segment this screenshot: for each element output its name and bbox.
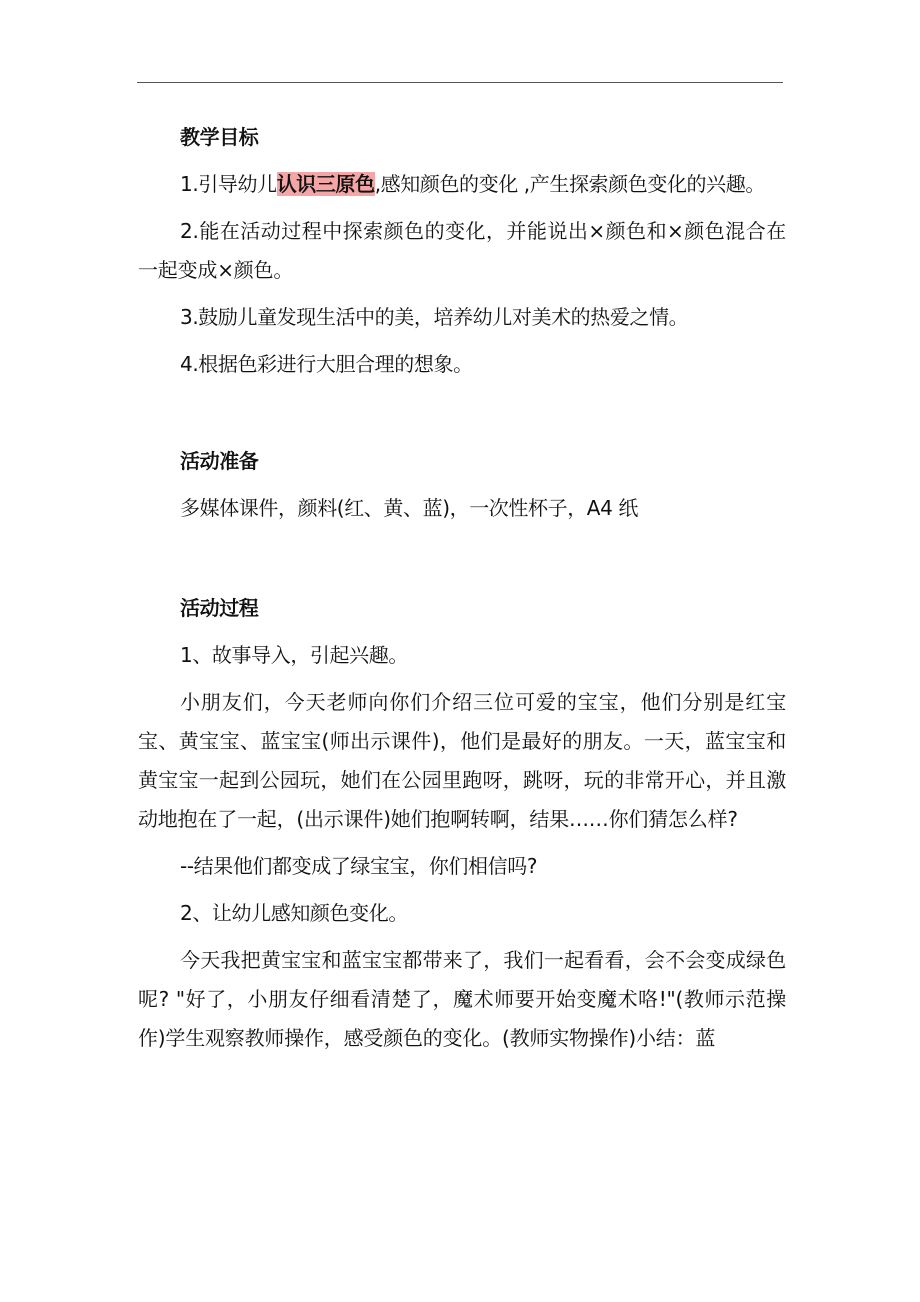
section-spacer — [138, 536, 786, 589]
heading-teaching-goals: 教学目标 — [180, 125, 259, 149]
header-rule — [137, 82, 783, 83]
goal-item-1 — [138, 165, 786, 204]
goal-item-3: 3.鼓励儿童发现生活中的美，培养幼儿对美术的热爱之情。 — [180, 305, 689, 329]
goal-item-1-suffix: ,感知颜色的变化 ,产生探索颜色变化的兴趣。 — [374, 172, 765, 196]
process-step-2: 2、让幼儿感知颜色变化。 — [180, 901, 408, 925]
goal-item-1-highlight: 认识三原色 — [276, 172, 375, 196]
goal-item-2: 2.能在活动过程中探索颜色的变化，并能说出×颜色和×颜色混合在一起变成×颜色。 — [138, 219, 786, 282]
process-step-1: 1、故事导入，引起兴趣。 — [180, 643, 408, 667]
section-spacer — [138, 392, 786, 442]
goal-item-1-prefix: 1.引导幼儿 — [180, 172, 277, 196]
heading-activity-process: 活动过程 — [180, 596, 259, 620]
document-body — [138, 118, 786, 1066]
process-story: 小朋友们，今天老师向你们介绍三位可爱的宝宝，他们分别是红宝宝、黄宝宝、蓝宝宝(师出示课件)，他们是最好的朋友。一天，蓝宝宝和黄宝宝一起到公园玩，她们在公园里跑呀，跳呀，玩的非常开心，并且激动地抱在了一起，(出示课件)她们抱啊转啊，结果……你们猜怎么样? — [138, 690, 786, 831]
prep-materials: 多媒体课件，颜料(红、黄、蓝)，一次性杯子，A4 纸 — [180, 496, 638, 520]
heading-activity-prep: 活动准备 — [180, 449, 259, 473]
process-result: --结果他们都变成了绿宝宝，你们相信吗? — [180, 854, 538, 878]
process-demo: 今天我把黄宝宝和蓝宝宝都带来了，我们一起看看，会不会变成绿色呢? "好了，小朋友仔细看清楚了，魔术师要开始变魔术咯!"(教师示范操作)学生观察教师操作，感受颜色的变化。(教师实物操作)小结：蓝 — [138, 948, 786, 1050]
goal-item-4: 4.根据色彩进行大胆合理的想象。 — [180, 352, 473, 376]
